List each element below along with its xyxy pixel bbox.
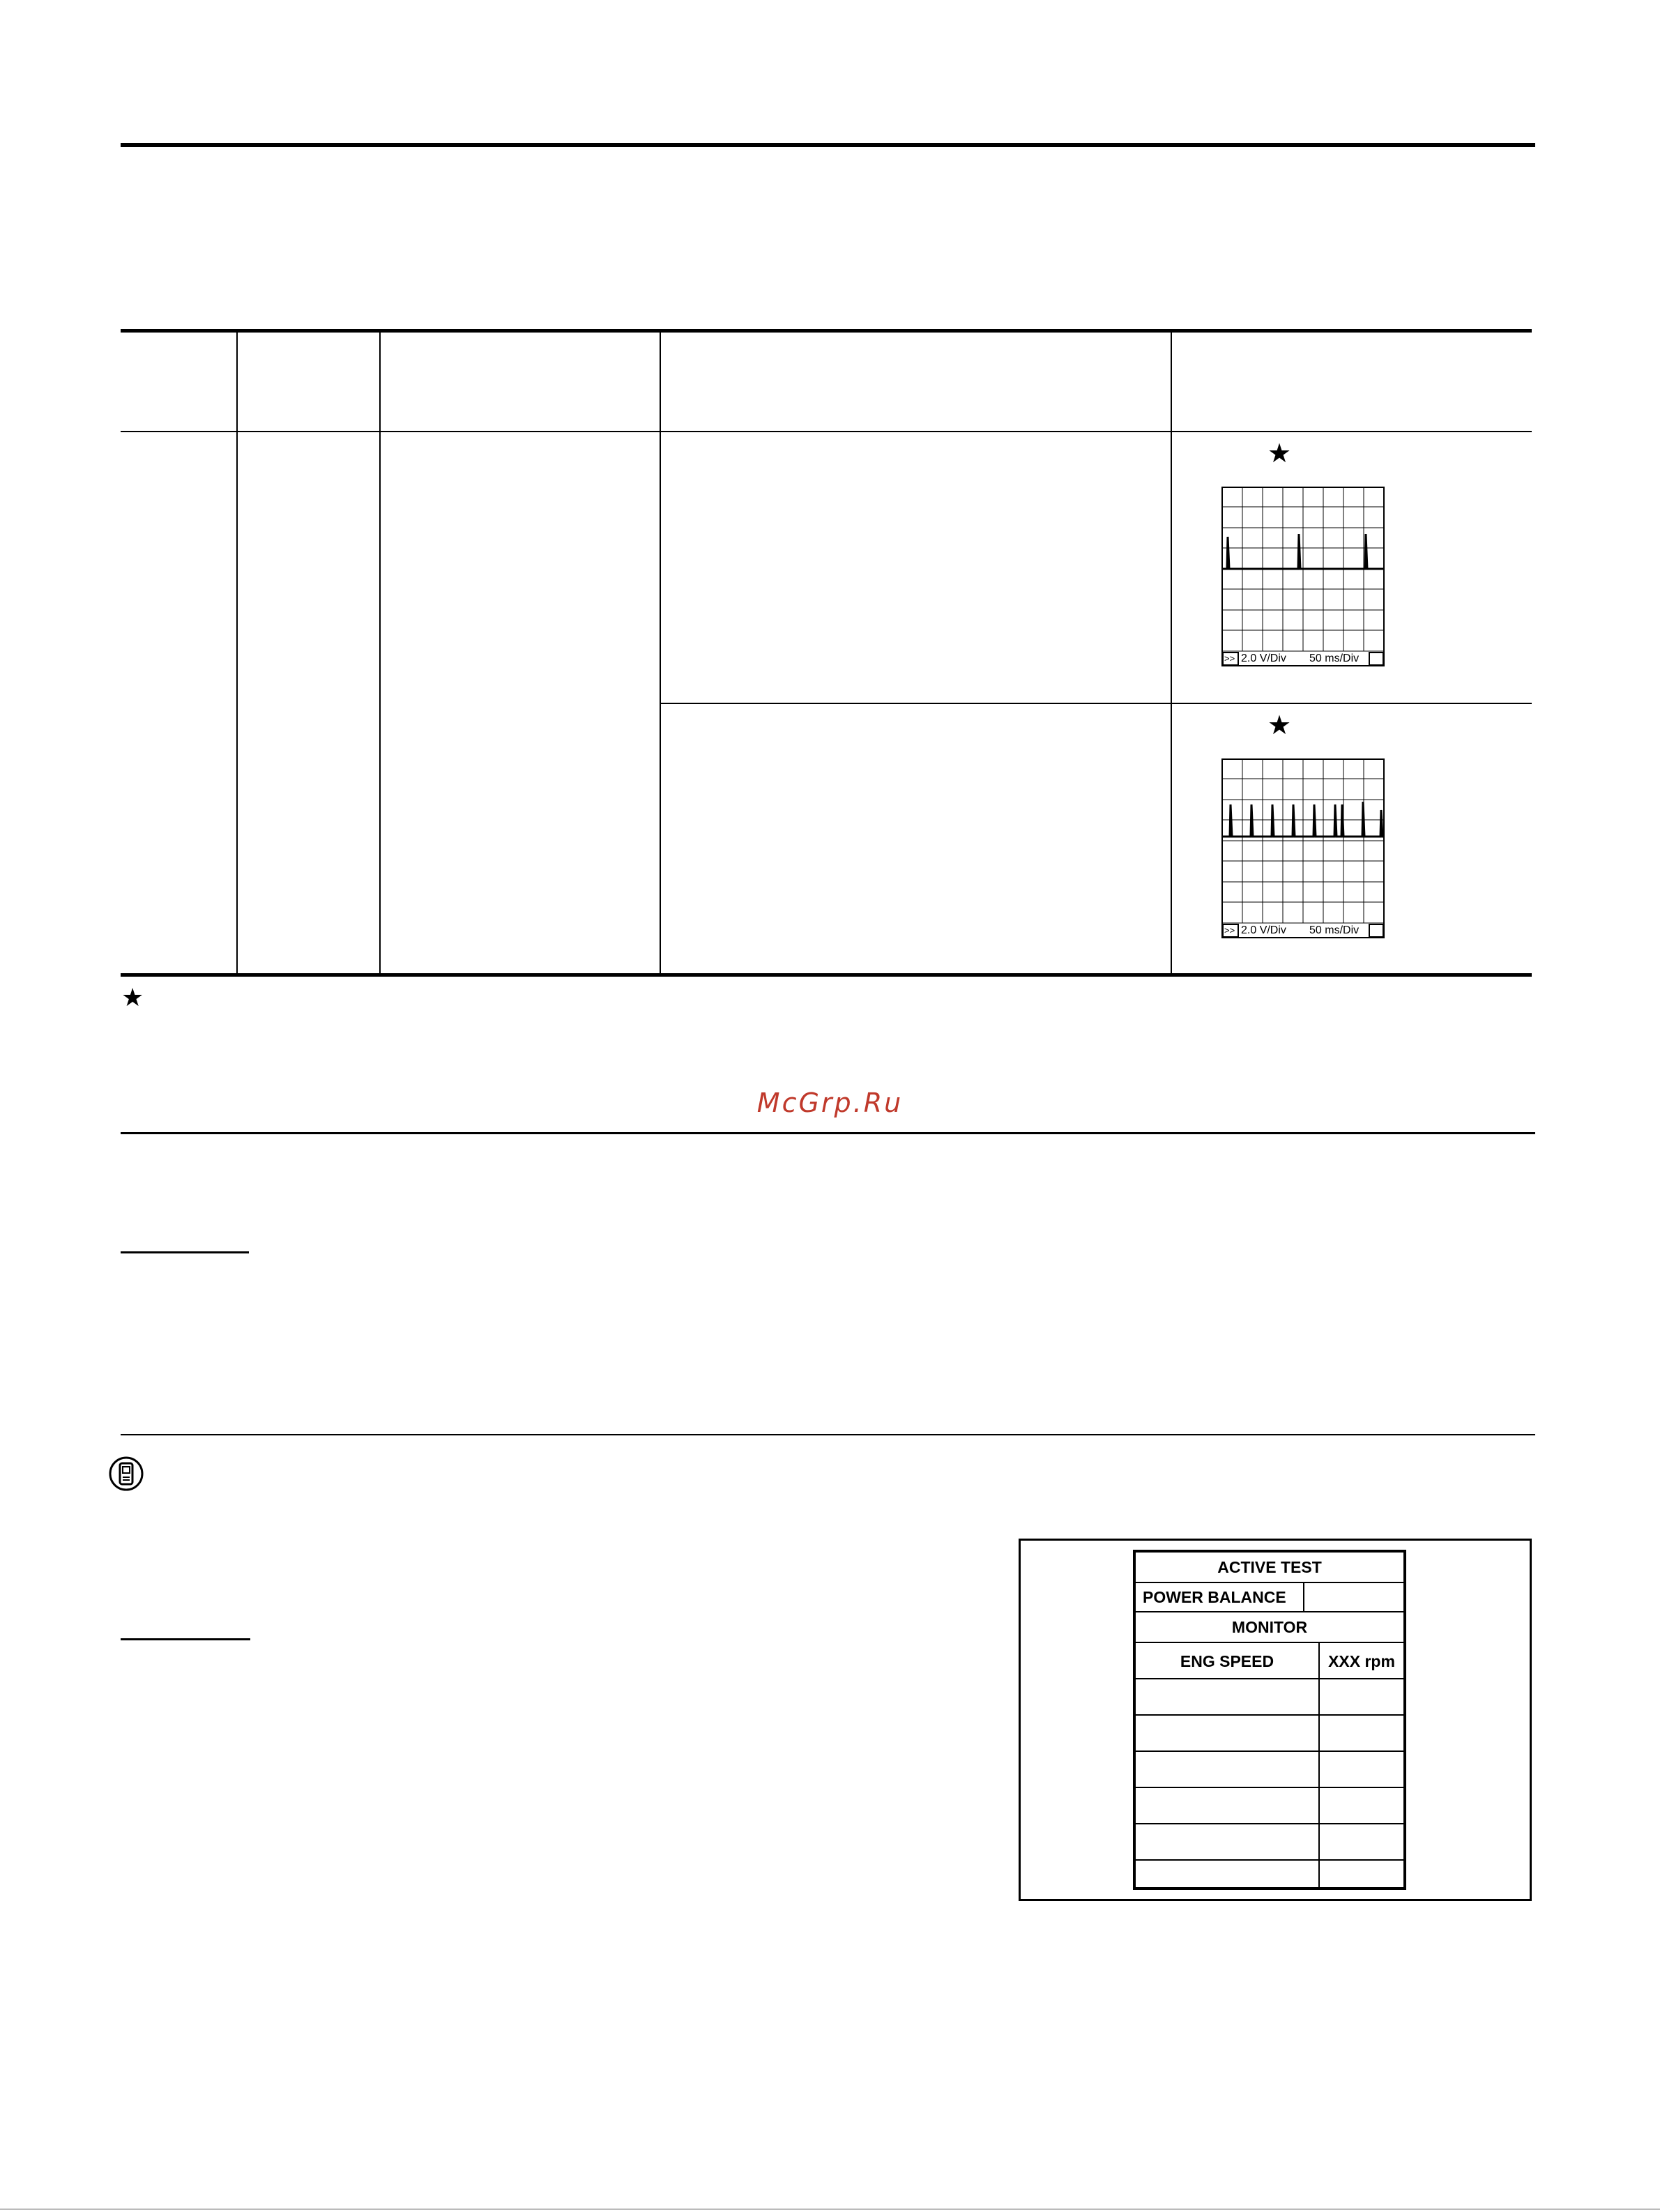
- monitor-row: [1136, 1716, 1403, 1752]
- monitor-row: [1136, 1788, 1403, 1824]
- section-rule-1: [121, 1132, 1535, 1134]
- section-rule-2: [121, 1434, 1535, 1435]
- waveform-1-star-icon: ★: [1267, 438, 1292, 468]
- power-balance-label: POWER BALANCE: [1143, 1588, 1286, 1606]
- monitor-row: [1136, 1824, 1403, 1861]
- waveform-2-star-icon: ★: [1267, 710, 1292, 740]
- table-column-divider-2: [379, 329, 381, 975]
- waveform-1-volts-per-div: 2.0 V/Div: [1241, 653, 1286, 664]
- waveform-1-time-per-div: 50 ms/Div: [1309, 653, 1360, 664]
- table-top-border: [121, 329, 1532, 333]
- waveform-2-grid: [1221, 758, 1385, 938]
- table-column-divider-4: [1171, 329, 1172, 975]
- monitor-row-value: XXX rpm: [1328, 1652, 1395, 1670]
- waveform-1-oscilloscope: [1221, 487, 1385, 666]
- consult-tool-icon: [108, 1456, 144, 1492]
- footer-rule: [0, 2209, 1660, 2210]
- table-row-divider: [661, 703, 1532, 704]
- header-rule: [121, 143, 1535, 147]
- underline-heading-2: [121, 1638, 250, 1640]
- waveform-2-volts-per-div: 2.0 V/Div: [1241, 924, 1286, 936]
- waveform-2-oscilloscope: [1221, 758, 1385, 938]
- underline-heading-1: [121, 1251, 249, 1253]
- monitor-row: [1136, 1752, 1403, 1788]
- table-bottom-border: [121, 973, 1532, 977]
- active-test-screen: [1133, 1550, 1406, 1890]
- monitor-header-row: [1136, 1612, 1403, 1643]
- monitor-row: [1136, 1861, 1403, 1890]
- active-test-title: ACTIVE TEST: [1217, 1558, 1322, 1576]
- power-balance-value-cell: [1303, 1583, 1304, 1611]
- waveform-1-indicator: >>: [1224, 653, 1235, 664]
- waveform-2-time-per-div: 50 ms/Div: [1309, 924, 1360, 936]
- waveform-2-indicator: >>: [1224, 925, 1235, 936]
- table-column-divider-3: [660, 329, 661, 975]
- monitor-label: MONITOR: [1231, 1618, 1308, 1636]
- footnote-star-icon: ★: [121, 984, 144, 1012]
- monitor-row-label: ENG SPEED: [1180, 1652, 1274, 1670]
- waveform-1-grid: [1221, 487, 1385, 666]
- monitor-row: [1136, 1679, 1403, 1716]
- monitor-row: [1136, 1643, 1403, 1679]
- power-balance-row[interactable]: [1136, 1583, 1403, 1612]
- active-test-title-row: [1136, 1553, 1403, 1583]
- watermark-text: McGrp.Ru: [756, 1088, 904, 1118]
- table-column-divider-1: [236, 329, 238, 975]
- table-header-border: [121, 431, 1532, 432]
